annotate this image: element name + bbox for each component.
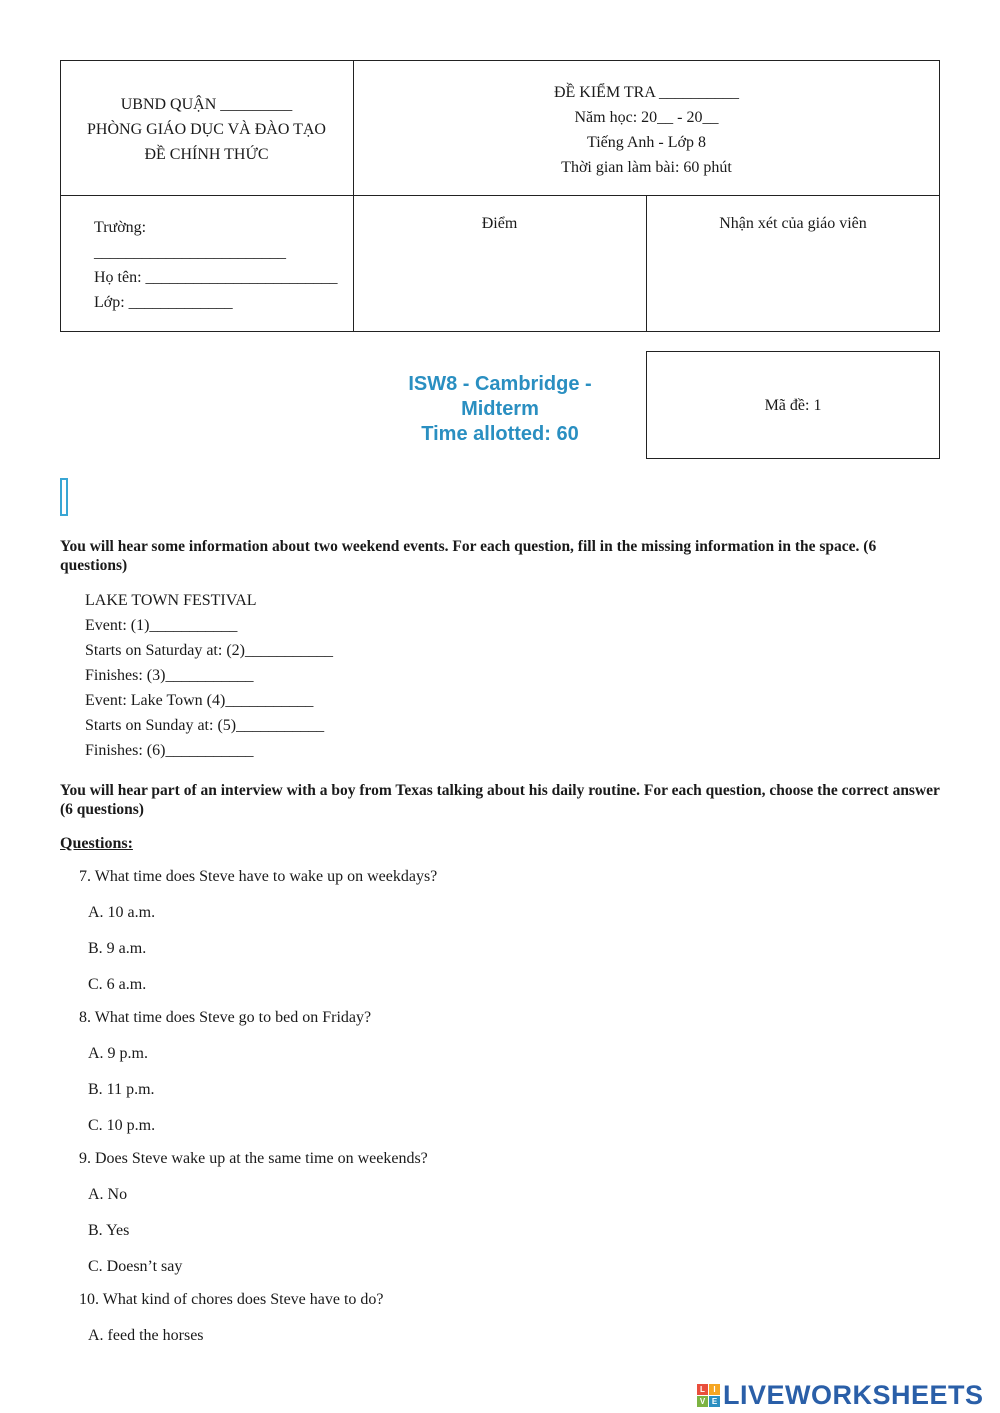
district-line: UBND QUẬN _________ xyxy=(120,96,293,113)
header-hdivider xyxy=(60,195,940,196)
score-label: Điểm xyxy=(481,215,518,232)
question-9: 9. Does Steve wake up at the same time on weekends? xyxy=(79,1150,428,1167)
class-field[interactable]: Lớp: _____________ xyxy=(94,294,233,311)
question-7: 7. What time does Steve have to wake up on weekdays? xyxy=(79,868,438,885)
option-8c[interactable]: C. 10 p.m. xyxy=(88,1117,156,1134)
department-line: PHÒNG GIÁO DỤC VÀ ĐÀO TẠO xyxy=(87,121,326,138)
title-line-3: Time allotted: 60 xyxy=(421,423,579,445)
blank-2[interactable]: Starts on Saturday at: (2)___________ xyxy=(85,642,333,659)
header-right-block xyxy=(353,80,940,180)
question-8: 8. What time does Steve go to bed on Friday? xyxy=(79,1009,372,1026)
option-7c[interactable]: C. 6 a.m. xyxy=(88,976,147,993)
part2-instruction: You will hear part of an interview with a boy from Texas talking about his daily routine. For each question, choose the correct answer (6 questions) xyxy=(60,782,940,818)
option-7a[interactable]: A. 10 a.m. xyxy=(88,904,156,921)
option-8b[interactable]: B. 11 p.m. xyxy=(88,1081,155,1098)
blank-6[interactable]: Finishes: (6)___________ xyxy=(85,742,254,759)
liveworksheets-logo xyxy=(697,1378,984,1412)
festival-block xyxy=(85,588,585,763)
logo-tile-v: V xyxy=(697,1396,708,1407)
title-line-2: Midterm xyxy=(461,398,539,420)
logo-tile-e: E xyxy=(709,1396,720,1407)
school-blank[interactable]: ________________________ xyxy=(94,244,286,261)
worksheet-title xyxy=(360,372,640,447)
school-year-line: Năm học: 20__ - 20__ xyxy=(574,109,719,126)
subject-line: Tiếng Anh - Lớp 8 xyxy=(587,134,706,151)
question-10: 10. What kind of chores does Steve have to do? xyxy=(79,1291,384,1308)
festival-title: LAKE TOWN FESTIVAL xyxy=(85,592,257,609)
questions-heading: Questions: xyxy=(60,835,133,852)
option-9c[interactable]: C. Doesn’t say xyxy=(88,1258,183,1275)
logo-tile-i: I xyxy=(709,1384,720,1395)
option-10a[interactable]: A. feed the horses xyxy=(88,1327,204,1344)
option-7b[interactable]: B. 9 a.m. xyxy=(88,940,147,957)
blank-5[interactable]: Starts on Sunday at: (5)___________ xyxy=(85,717,325,734)
blank-1[interactable]: Event: (1)___________ xyxy=(85,617,238,634)
name-field[interactable]: Họ tên: ________________________ xyxy=(94,269,338,286)
exam-code: Mã đề: 1 xyxy=(764,397,822,414)
liveworksheets-wordmark: LIVEWORKSHEETS xyxy=(723,1379,984,1410)
exam-title-line: ĐỀ KIỂM TRA __________ xyxy=(553,84,740,101)
school-label: Trường: xyxy=(94,219,147,236)
part1-instruction: You will hear some information about two weekend events. For each question, fill in the missing information in the space. (6 questions) xyxy=(60,538,877,574)
liveworksheets-icon xyxy=(697,1384,720,1407)
text-cursor-icon[interactable] xyxy=(60,478,68,516)
option-9b[interactable]: B. Yes xyxy=(88,1222,130,1239)
title-line-1: ISW8 - Cambridge - xyxy=(408,373,592,395)
option-9a[interactable]: A. No xyxy=(88,1186,128,1203)
option-8a[interactable]: A. 9 p.m. xyxy=(88,1045,148,1062)
blank-4[interactable]: Event: Lake Town (4)___________ xyxy=(85,692,314,709)
duration-line: Thời gian làm bài: 60 phút xyxy=(561,159,732,176)
header-left-block xyxy=(60,92,353,167)
logo-tile-l: L xyxy=(697,1384,708,1395)
teacher-comment-label: Nhận xét của giáo viên xyxy=(719,215,867,232)
official-label: ĐỀ CHÍNH THỨC xyxy=(144,146,269,163)
blank-3[interactable]: Finishes: (3)___________ xyxy=(85,667,254,684)
student-info xyxy=(94,215,349,315)
